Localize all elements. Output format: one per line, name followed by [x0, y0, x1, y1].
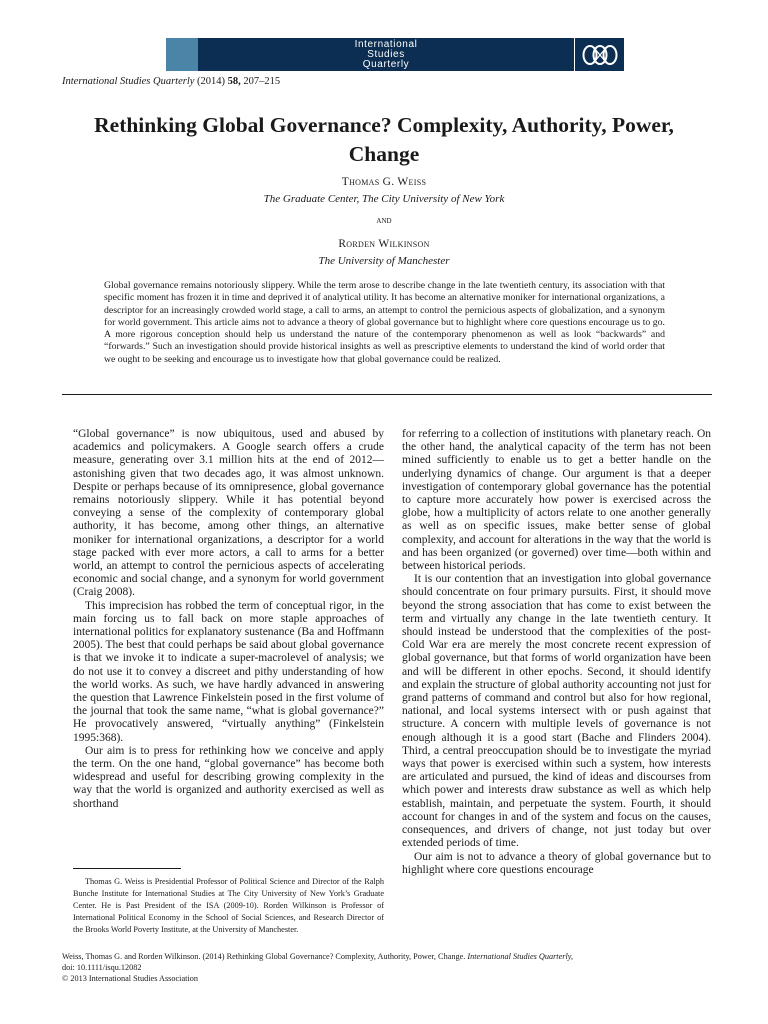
isa-logo-icon — [574, 38, 624, 71]
author-affiliation-1: The Graduate Center, The City University of New York — [263, 193, 505, 205]
footnote-divider — [73, 868, 181, 869]
banner-line-3: Quarterly — [362, 58, 410, 70]
paragraph: for referring to a collection of institutions with planetary reach. On the other hand, the analytical capacity of the term has not been mined sufficiently to enable us to get a better handle on the underlying dynamics of change. Our argument is that a deeper investigation of contemporary global governance has the potential to capture more accurately how power is exercised across the globe, how a multiplicity of actors relate to one another generally as well as on specific issues, make better sense of global complexity, and account for alterations in the way that the world is and has been organized (or governed) over time—both within and between historical periods. — [402, 428, 711, 573]
citation-doi: doi: 10.1111/isqu.12082 — [62, 963, 142, 972]
journal-volume: 58, — [227, 76, 241, 87]
banner-line-2: Studies — [367, 48, 405, 60]
author-footnote — [73, 876, 384, 936]
article-title: Rethinking Global Governance? Complexity, Authority, Power, Change — [94, 113, 674, 166]
paragraph: It is our contention that an investigation into global governance should concentrate on four primary pursuits. First, it should move beyond the strong association that has come to exist between the term and virtually any change in the late twentieth century. It should instead be understood that the complexities of the post-Cold War era are merely the most concrete recent expression of global governance, but that forms of world organization have been and will be different in other epochs. Second, it should identify and explain the structure of global authority accounting not just for grand patterns of command and control but also for how regional, national, and local systems intersect with or push against that structure. A concern with multiple levels of governance is not enough although it is a good start (Bache and Flinders 2004). Third, a central preoccupation should be to investigate the myriad ways that power is exercised within such a system, how interests are articulated and pursued, the kind of ideas and discourses from which power and interests draw substance as well as which help establish, maintain, and perpetuate the system. Fourth, it should account for changes in and of the system and focus on the causes, consequences, and drivers of change, not just today but over extended periods of time. — [402, 573, 711, 850]
journal-banner — [166, 38, 624, 71]
copyright-notice: © 2013 International Studies Association — [62, 974, 198, 983]
citation-journal: International Studies Quarterly, — [467, 952, 574, 961]
banner-journal-name — [198, 38, 574, 71]
citation-line — [62, 951, 712, 962]
body-column-left — [73, 428, 384, 811]
paragraph: “Global governance” is now ubiquitous, used and abused by academics and policymakers. A Google search offers a crude measure, generating over 3.1 million hits at the end of 2012—astonishing given that two decades ago, it was almost unknown. Despite or perhaps because of its omnipresence, global governance remains notoriously slippery. While it has potential beyond conveying a sense of the complexity of contemporary global authority, it has become, among other things, an alternative moniker for international organizations, a descriptor for a world stage packed with ever more actors, a call to arms for a better world, an attempt to control the pernicious aspects of accelerating economic and social change, and a synonym for world government (Craig 2008). — [73, 428, 384, 599]
footnote-text: Thomas G. Weiss is Presidential Professor of Political Science and Director of the Ralph Bunche Institute for International Studies at The City University of New York’s Graduate Center. He is Past President of the ISA (2009-10). Rorden Wilkinson is Professor of International Political Economy in the School of Social Sciences, and Research Director of the Brooks World Poverty Institute, at the University of Manchester. — [73, 877, 384, 934]
author-name-2: Rorden Wilkinson — [338, 238, 430, 250]
paragraph: Our aim is not to advance a theory of global governance but to highlight where core questions encourage — [402, 850, 711, 876]
author-affiliation-2: The University of Manchester — [318, 255, 450, 267]
banner-line-1: International — [354, 38, 418, 50]
paragraph: Our aim is to press for rethinking how we conceive and apply the term. On the one hand, “global governance” has become both widespread and useful for describing growing complexity in the way that the world is organized and authority exercised as well as shorthand — [73, 744, 384, 810]
author-conjunction: and — [376, 216, 392, 226]
body-column-right — [402, 428, 711, 877]
abstract: Global governance remains notoriously slippery. While the term arose to describe change in the late twentieth century, its association with that specific moment has frozen it in time and deprived it of analytical utility. It has become an alternative moniker for international organizations, a descriptor for an increasingly crowded world stage, a call to arms, an attempt to control the pernicious aspects of globalization, and a synonym for world government. This article aims not to advance a theory of global governance but to highlight where core questions encourage us to go. A more rigorous conception should help us understand the nature of the contemporary phenomenon as well as look “backwards” and “forwards.” Such an investigation should provide historical insights as well as prescriptive elements to understand the kind of world order that we ought to be seeking and encourage us to investigate how that global governance could be realized. — [104, 280, 665, 365]
citation-block — [62, 951, 712, 984]
journal-pages: 207–215 — [243, 76, 281, 87]
citation-text: Weiss, Thomas G. and Rorden Wilkinson. (2014) Rethinking Global Governance? Complexity, Authority, Power, Change. — [62, 952, 468, 961]
section-divider — [62, 394, 712, 395]
journal-reference — [62, 76, 280, 87]
paragraph: This imprecision has robbed the term of conceptual rigor, in the main forcing us to fall back on more staple approaches of international politics for explanatory sustenance (Ba and Hoffmann 2005). The best that could perhaps be said about global governance is that we invoke it to indicate a super-macrolevel of analysis; we do not use it to convey a discreet and pithy understanding of how the world works. As such, we have hardly advanced in answering the question that Lawrence Finkelstein posed in the first volume of the journal that took the same name, “what is global governance?” He provocatively answered, “virtually anything” (Finkelstein 1995:368). — [73, 599, 384, 744]
journal-name: International Studies Quarterly — [62, 76, 195, 87]
author-name-1: Thomas G. Weiss — [341, 176, 427, 188]
banner-accent-block — [166, 38, 198, 71]
journal-year: (2014) — [197, 76, 226, 87]
